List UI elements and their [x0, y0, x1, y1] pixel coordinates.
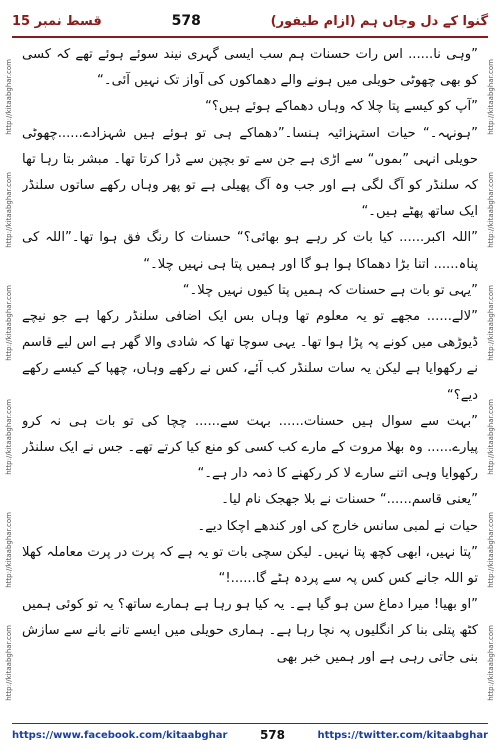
side-watermark-text: http://kitaabghar.com	[487, 285, 495, 362]
paragraph: ”یعنی قاسم......“ حسنات نے بلا جھجک نام لیا۔	[221, 492, 478, 508]
side-watermark-text: http://kitaabghar.com	[5, 172, 13, 248]
paragraph: ”آپ کو کیسے پتا چلا کہ وہاں دھماکے ہوئے ہیں؟“	[205, 99, 478, 115]
paragraph: ”اللہ اکبر...... کیا بات کر رہے ہو بھائی؟“ حسنات کا رنگ فق ہوا تھا۔”اللہ کی پناہ...... اتنا بڑا دھماکا ہوا ہو گا اور ہمیں پتا ہی نہیں چلا۔“	[22, 230, 478, 272]
twitter-link[interactable]: https://twitter.com/kitaabghar	[317, 729, 488, 741]
left-watermark-strip	[2, 40, 16, 720]
book-title: گنوا کے دل وجاں ہم (ازام طیفور)	[270, 13, 488, 29]
paragraph: ”پتا نہیں، ابھی کچھ پتا نہیں۔ لیکن سچی بات تو یہ ہے کہ پرت در پرت معاملہ کھلا تو اللہ جانے کس کس پہ سے پردہ ہٹے گا......!“	[22, 544, 478, 587]
paragraph: ”لالے...... مجھے تو یہ معلوم تھا وہاں بس ایک اضافی سلنڈر رکھا ہے جو نیچے ڈیوڑھی میں کونے پہ پڑا ہوا تھا۔ یہی سوچا تھا کہ شادی والا گھر ہے اس لیے قاسم نے رکھوایا ہے لیکن یہ سات سلنڈر کب آئے، کس نے رکھے وہاں، چھپا کے کیسے رکھے دیے؟“	[22, 309, 478, 403]
side-watermark-text: http://kitaabghar.com	[487, 398, 495, 475]
side-watermark-text: http://kitaabghar.com	[487, 172, 495, 248]
paragraph: ”یہی تو بات ہے حسنات کہ ہمیں پتا کیوں نہیں چلا۔“	[182, 282, 478, 298]
paragraph: ”ہونہہ۔“ حیات استہزائیہ ہنسا۔”دھماکے ہی تو ہوئے ہیں شہزادے......چھوٹی حویلی انہی ”بموں“ سے اڑی ہے جن سے تو بچپن سے ڈرا کرتا تھا۔ مبشر بتا رہا تھا کہ سلنڈر کو آگ لگی ہے اور جب وہ آگ پھیلی ہے تو پھر وہاں رکھے ساتوں سلنڈر ایک ساتھ پھٹے ہیں۔“	[22, 125, 478, 220]
story-text	[22, 42, 478, 714]
side-watermark-text: http://kitaabghar.com	[5, 625, 13, 702]
paragraph: حیات نے لمبی سانس خارج کی اور کندھے اچکا دیے۔	[197, 518, 478, 534]
side-watermark-text: http://kitaabghar.com	[5, 285, 13, 362]
side-watermark-text: http://kitaabghar.com	[5, 398, 13, 475]
header-divider	[12, 36, 488, 38]
right-watermark-strip	[484, 40, 498, 720]
page-footer	[12, 726, 488, 744]
paragraph: ”بہت سے سوال ہیں حسنات...... بہت سے...... چچا کی تو بات ہی نہ کرو پیارے...... وہ بھلا مروت کے مارے کب کسی کو منع کیا کرتے تھے۔ جس نے ایک سلنڈر رکھوایا وہی اتنے سارے لا کر رکھنے کا ذمہ دار ہے۔“	[22, 413, 478, 482]
episode-label: قسط نمبر 15	[12, 13, 102, 29]
footer-divider	[12, 723, 488, 724]
paragraph: ”وہی نا...... اس رات حسنات ہم سب ایسی گہری نیند سوئے ہوئے تھے کہ کسی کو بھی چھوٹی حویلی میں ہونے والے دھماکوں کی آواز تک نہیں آئی۔“	[22, 47, 478, 89]
side-watermark-text: http://kitaabghar.com	[487, 625, 495, 702]
footer-page-number: 578	[259, 728, 285, 742]
side-watermark-text: http://kitaabghar.com	[5, 58, 13, 135]
header-page-number: 578	[171, 13, 201, 29]
side-watermark-text: http://kitaabghar.com	[5, 512, 13, 588]
paragraph: ”او بھیا! میرا دماغ سن ہو گیا ہے۔ یہ کیا ہو رہا ہے ہمارے ساتھ؟ یہ تو کوئی ہمیں کٹھ پتلی بنا کر انگلیوں پہ نچا رہا ہے۔ ہماری حویلی میں ایسے تانے بانے سے سازش بنی جاتی رہی ہے اور ہمیں خبر بھی	[22, 597, 478, 665]
side-watermark-text: http://kitaabghar.com	[487, 512, 495, 588]
facebook-link[interactable]: https://www.facebook.com/kitaabghar	[12, 729, 228, 741]
page-header	[12, 8, 488, 34]
side-watermark-text: http://kitaabghar.com	[487, 58, 495, 135]
